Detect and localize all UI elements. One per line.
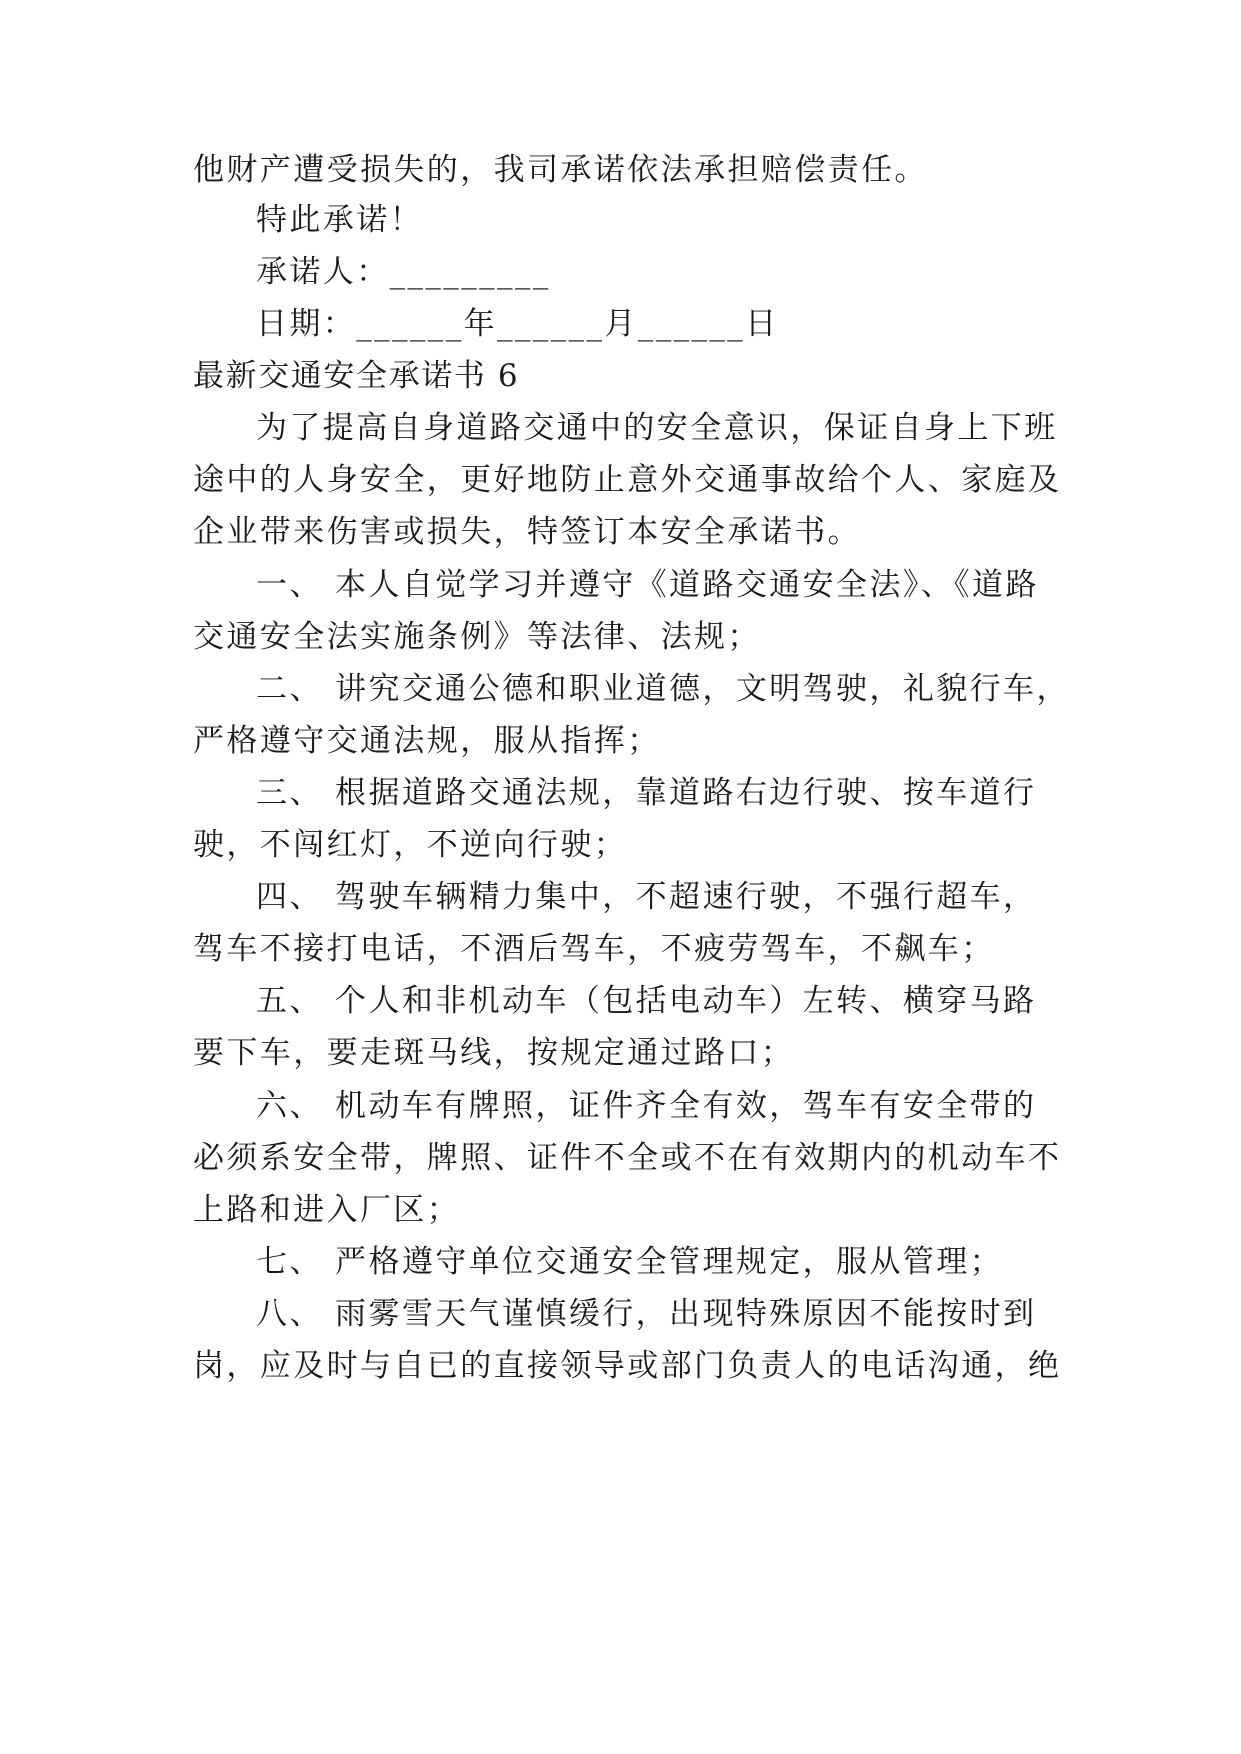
item-1-line-1: 一、 本人自觉学习并遵守《道路交通安全法》、《道路 (256, 567, 1039, 603)
item-4-line-1: 四、 驾驶车辆精力集中，不超速行驶，不强行超车， (256, 879, 1037, 915)
item-5-line-2: 要下车，要走斑马线，按规定通过路口； (193, 1035, 795, 1071)
item-7-line-1: 七、 严格遵守单位交通安全管理规定，服从管理； (256, 1244, 1004, 1280)
intro-line-1: 为了提高自身道路交通中的安全意识，保证自身上下班 (256, 410, 1058, 446)
item-3-line-1: 三、 根据道路交通法规，靠道路右边行驶、按车道行 (256, 775, 1037, 811)
item-3-line-2: 驶，不闯红灯，不逆向行驶； (193, 827, 628, 863)
item-6-line-2: 必须系安全带，牌照、证件不全或不在有效期内的机动车不 (193, 1140, 1062, 1176)
item-4-line-2: 驾车不接打电话，不酒后驾车，不疲劳驾车，不飙车； (193, 931, 995, 967)
item-1-line-2: 交通安全法实施条例》等法律、法规； (193, 619, 761, 655)
closing-statement: 特此承诺！ (256, 202, 423, 238)
item-6-line-3: 上路和进入厂区； (193, 1192, 461, 1228)
paragraph-line-1: 他财产遭受损失的，我司承诺依法承担赔偿责任。 (193, 152, 928, 188)
item-2-line-1: 二、 讲究交通公德和职业道德，文明驾驶，礼貌行车， (256, 671, 1070, 707)
intro-line-2: 途中的人身安全，更好地防止意外交通事故给个人、家庭及 (193, 462, 1062, 498)
item-6-line-1: 六、 机动车有牌照，证件齐全有效，驾车有安全带的 (256, 1088, 1037, 1124)
promisor-line: 承诺人：_________ (256, 254, 551, 290)
section-title: 最新交通安全承诺书 6 (193, 358, 520, 394)
item-2-line-2: 严格遵守交通法规，服从指挥； (193, 723, 661, 759)
item-5-line-1: 五、 个人和非机动车（包括电动车）左转、横穿马路 (256, 983, 1037, 1019)
item-8-line-1: 八、 雨雾雪天气谨慎缓行，出现特殊原因不能按时到 (256, 1296, 1037, 1332)
date-line: 日期：______年______月______日 (256, 306, 779, 342)
item-8-line-2: 岗，应及时与自已的直接领导或部门负责人的电话沟通，绝 (193, 1348, 1062, 1384)
intro-line-3: 企业带来伤害或损失，特签订本安全承诺书。 (193, 514, 861, 550)
